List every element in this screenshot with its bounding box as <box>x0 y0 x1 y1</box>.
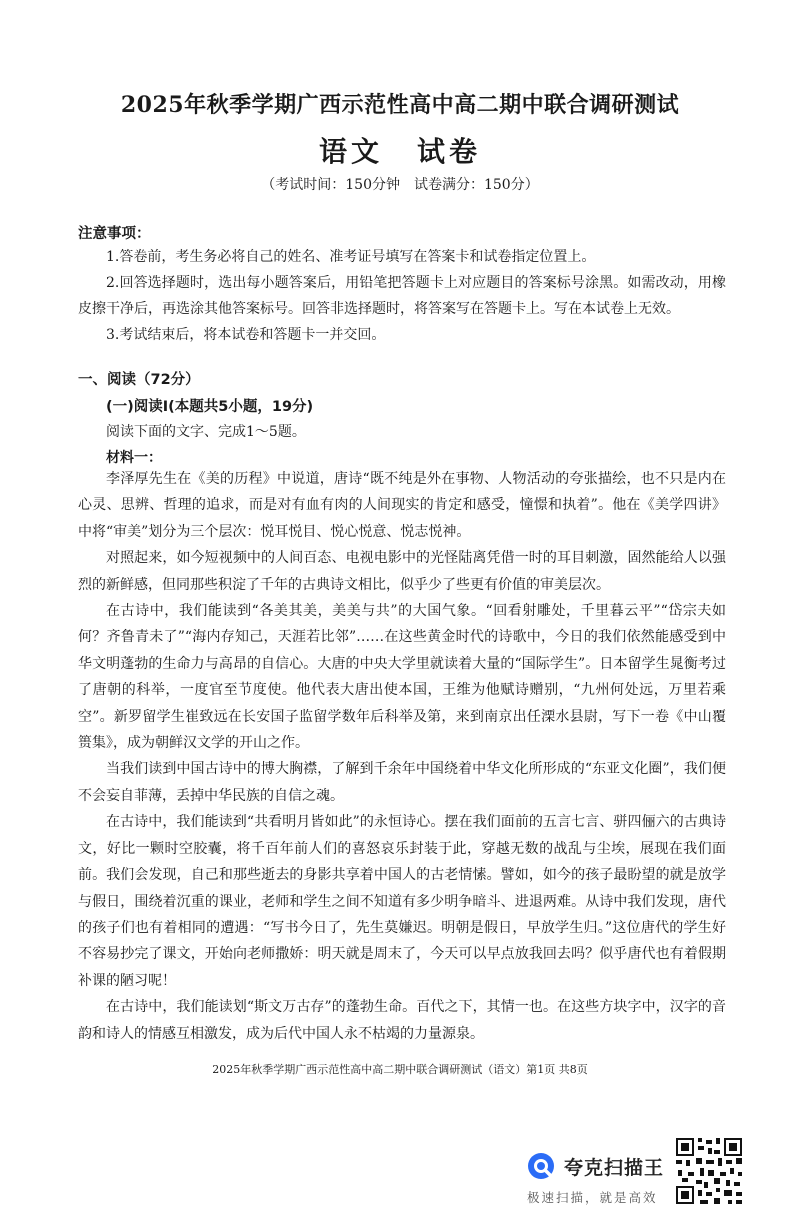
passage-paragraph: 李泽厚先生在《美的历程》中说道，唐诗“既不纯是外在事物、人物活动的夸张描绘，也不只是内在心灵、思辨、哲理的追求，而是对有血有肉的人间现实的肯定和感受，憧憬和执着”。他在《美学四讲》中将“审美”划分为三个层次：悦耳悦目、悦心悦意、悦志悦神。 <box>78 471 726 540</box>
section-heading: 一、阅读（72分） <box>78 372 200 388</box>
page-footer: 2025年秋季学期广西示范性高中高二期中联合调研测试（语文）第1页 共8页 <box>212 1063 588 1076</box>
brand-tagline: 极速扫描，就是高效 <box>527 1190 658 1205</box>
brand-name: 夸克扫描王 <box>564 1156 665 1179</box>
paper-label: 试卷 <box>417 135 482 168</box>
notes-heading: 注意事项： <box>78 226 151 242</box>
passage-paragraph: 在古诗中，我们能读到“共看明月皆如此”的永恒诗心。摆在我们面前的五言七言、骈四俪六的古典诗文，好比一颗时空胶囊，将千百年前人们的喜怒哀乐封装于此，穿越无数的战乱与尘埃，展现在我们面前。我们会发现，自己和那些逝去的身影共享着中国人的古老情愫。譬如，如今的孩子最盼望的就是放学与假日，围绕着沉重的课业，老师和学生之间不知道有多少明争暗斗、进退两难。从诗中我们发现，唐代的孩子们也有着相同的遭遇：“写书今日了，先生莫嫌迟。明朝是假日，早放学生归。”这位唐代的学生好不容易抄完了课文，开始向老师撒娇：明天就是周末了，今天可以早点放我回去吗？似乎唐代也有着假期补课的陋习呢！ <box>78 814 726 989</box>
note-item: 1.答卷前，考生务必将自己的姓名、准考证号填写在答案卡和试卷指定位置上。 <box>106 249 596 265</box>
reading-passage <box>78 466 726 1047</box>
quark-logo-icon <box>526 1151 556 1181</box>
passage-paragraph: 在古诗中，我们能读划“斯文万古存”的蓬勃生命。百代之下，其情一也。在这些方块字中，汉字的音韵和诗人的情感互相激发，成为后代中国人永不枯竭的力量源泉。 <box>78 999 726 1042</box>
subject-title <box>0 130 800 170</box>
passage-paragraph: 在古诗中，我们能读到“各美其美，美美与共”的大国气象。“回看射雕处，千里暮云平”“岱宗夫如何？齐鲁青未了”“海内存知己，天涯若比邻”……在这些黄金时代的诗歌中，今日的我们依然能感受到中华文明蓬勃的生命力与高昂的自信心。大唐的中央大学里就读着大量的“国际学生”。日本留学生晁衡考过了唐朝的科举，一度官至节度使。他代表大唐出使本国，王维为他赋诗赠别，“九州何处远，万里若乘空”。新罗留学生崔致远在长安国子监留学数年后科举及第，来到南京出任溧水县尉，写下一卷《中山覆篑集》，成为朝鲜汉文学的开山之作。 <box>78 603 726 752</box>
sub-heading: (一)阅读Ⅰ(本题共5小题，19分) <box>106 399 314 415</box>
passage-paragraph: 当我们读到中国古诗中的博大胸襟，了解到千余年中国绕着中华文化所形成的“东亚文化圈”，我们便不会妄自菲薄，丢掉中华民族的自信之魂。 <box>78 761 726 804</box>
notes-list <box>78 244 726 348</box>
scanner-watermark <box>526 1146 664 1186</box>
qr-code-icon <box>676 1138 742 1204</box>
note-item: 3.考试结束后，将本试卷和答题卡一并交回。 <box>106 327 386 343</box>
exam-info: （考试时间：150分钟 试卷满分：150分） <box>261 177 539 193</box>
subject-name: 语文 <box>318 135 383 168</box>
note-item: 2.回答选择题时，选出每小题答案后，用铅笔把答题卡上对应题目的答案标号涂黑。如需改动，用橡皮擦干净后，再选涂其他答案标号。回答非选择题时，将答案写在答题卡上。写在本试卷上无效。 <box>78 275 726 317</box>
passage-paragraph: 对照起来，如今短视频中的人间百态、电视电影中的光怪陆离凭借一时的耳目刺激，固然能给人以强烈的新鲜感，但同那些积淀了千年的古典诗文相比，似乎少了些更有价值的审美层次。 <box>78 550 726 593</box>
exam-title: 2025年秋季学期广西示范性高中高二期中联合调研测试 <box>120 92 680 118</box>
material-label: 材料一： <box>106 450 162 466</box>
instruction-text: 阅读下面的文字、完成1～5题。 <box>106 424 306 440</box>
